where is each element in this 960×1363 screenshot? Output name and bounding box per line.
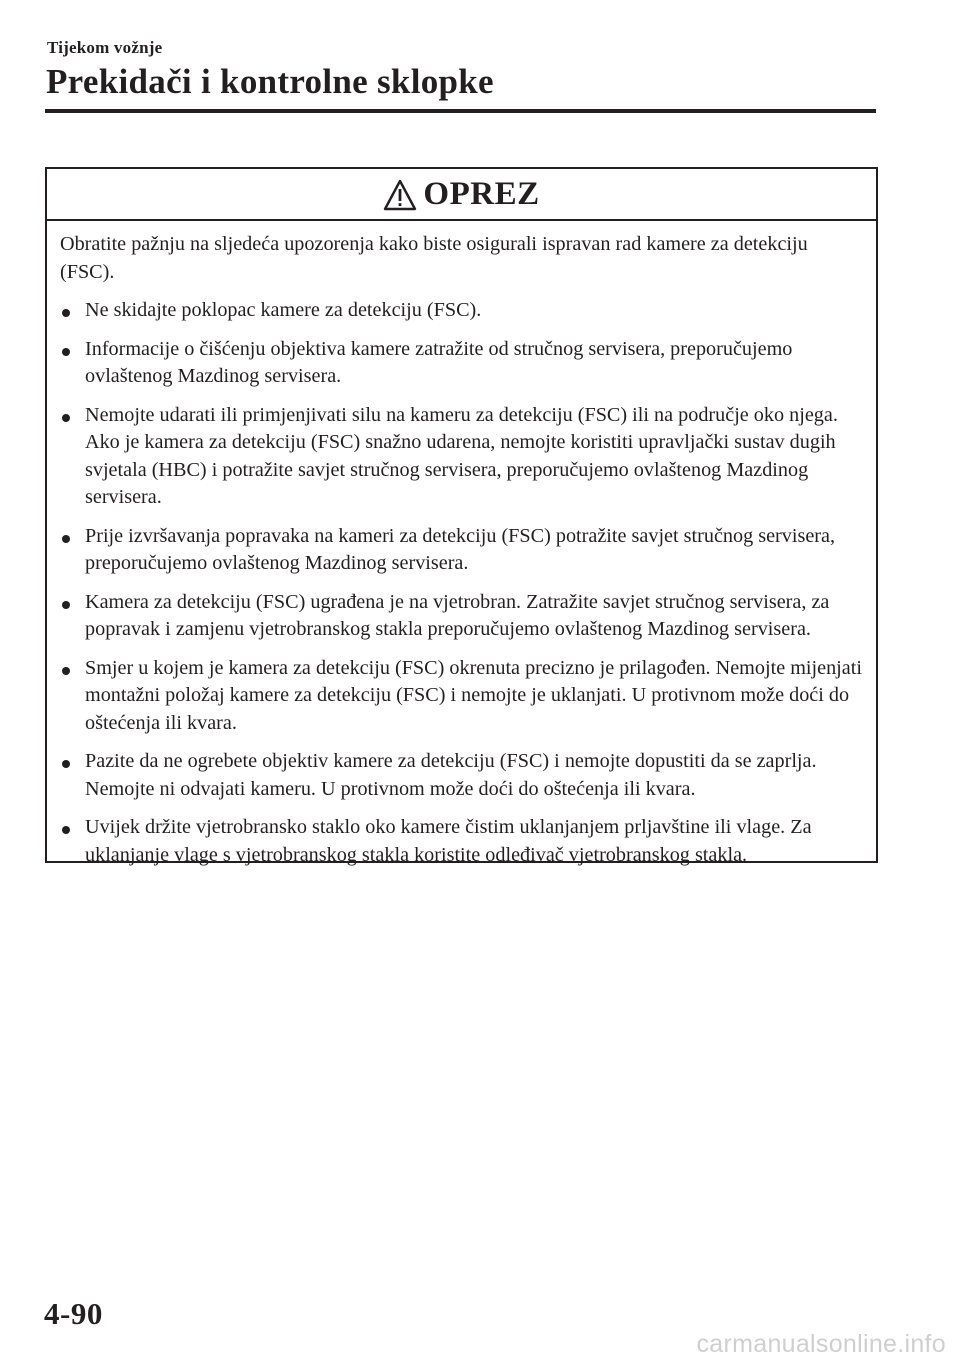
list-item: [60, 336, 862, 391]
list-item: [60, 655, 862, 738]
caution-header: [47, 169, 876, 221]
list-item: [60, 297, 862, 325]
list-item: [60, 589, 862, 644]
list-item-text: Prije izvršavanja popravaka na kameri za detekciju (FSC) potražite savjet stručnog servisera, preporučujemo ovlaštenog Mazdinog servisera.: [85, 524, 836, 574]
list-item-text: Smjer u kojem je kamera za detekciju (FSC) okrenuta precizno je prilagođen. Nemojte mijenjati montažni položaj kamere za detekciju (FSC) i nemojte je uklanjati. U protivnom može doći do oštećenja ili kvara.: [85, 656, 862, 734]
list-item: [60, 748, 862, 803]
bullet-dot: [62, 760, 70, 768]
list-item: [60, 523, 862, 578]
caution-box: [45, 167, 878, 866]
bullet-dot: [62, 826, 70, 834]
chapter-label: Tijekom vožnje: [47, 38, 163, 57]
list-item-text: Kamera za detekciju (FSC) ugrađena je na vjetrobran. Zatražite savjet stručnog servisera, za popravak i zamjenu vjetrobranskog stakla preporučujemo ovlaštenog Mazdinog servisera.: [85, 590, 830, 640]
caution-list: [60, 297, 862, 869]
bullet-dot: [62, 414, 70, 422]
warning-triangle-icon: [383, 179, 417, 211]
bullet-dot: [62, 309, 70, 317]
caution-label: OPREZ: [423, 176, 540, 212]
bullet-dot: [62, 348, 70, 356]
caution-intro: Obratite pažnju na sljedeća upozorenja kako biste osigurali ispravan rad kamere za detekciju (FSC).: [60, 233, 808, 283]
list-item-text: Nemojte udarati ili primjenjivati silu na kameru za detekciju (FSC) ili na područje oko njega. Ako je kamera za detekciju (FSC) snažno udarena, nemojte koristiti upravljački sustav dugih svjetala (HBC) i potražite savjet stručnog servisera, preporučujemo ovlaštenog Mazdinog servisera.: [85, 403, 838, 508]
list-item-text: Informacije o čišćenju objektiva kamere zatražite od stručnog servisera, preporučujemo ovlaštenog Mazdinog servisera.: [85, 337, 793, 387]
watermark: carmanualsonline.info: [696, 1330, 946, 1358]
bullet-dot: [62, 535, 70, 543]
section-title: Prekidači i kontrolne sklopke: [46, 62, 494, 101]
list-item-text: Uvijek držite vjetrobransko staklo oko kamere čistim uklanjanjem prljavštine ili vlage. Za uklanjanje vlage s vjetrobranskog stakla koristite odleđivač vjetrobranskog stakla.: [85, 816, 812, 866]
list-item-text: Pazite da ne ogrebete objektiv kamere za detekciju (FSC) i nemojte dopustiti da se zaprlja. Nemojte ni odvajati kameru. U protivnom može doći do oštećenja ili kvara.: [85, 750, 817, 800]
list-item-text: Ne skidajte poklopac kamere za detekciju (FSC).: [85, 299, 482, 321]
list-item: [60, 814, 862, 869]
caution-body: [47, 221, 876, 869]
bullet-dot: [62, 667, 70, 675]
list-item: [60, 402, 862, 512]
title-rule: [45, 109, 876, 113]
page-number: 4-90: [44, 1296, 103, 1331]
bullet-dot: [62, 601, 70, 609]
